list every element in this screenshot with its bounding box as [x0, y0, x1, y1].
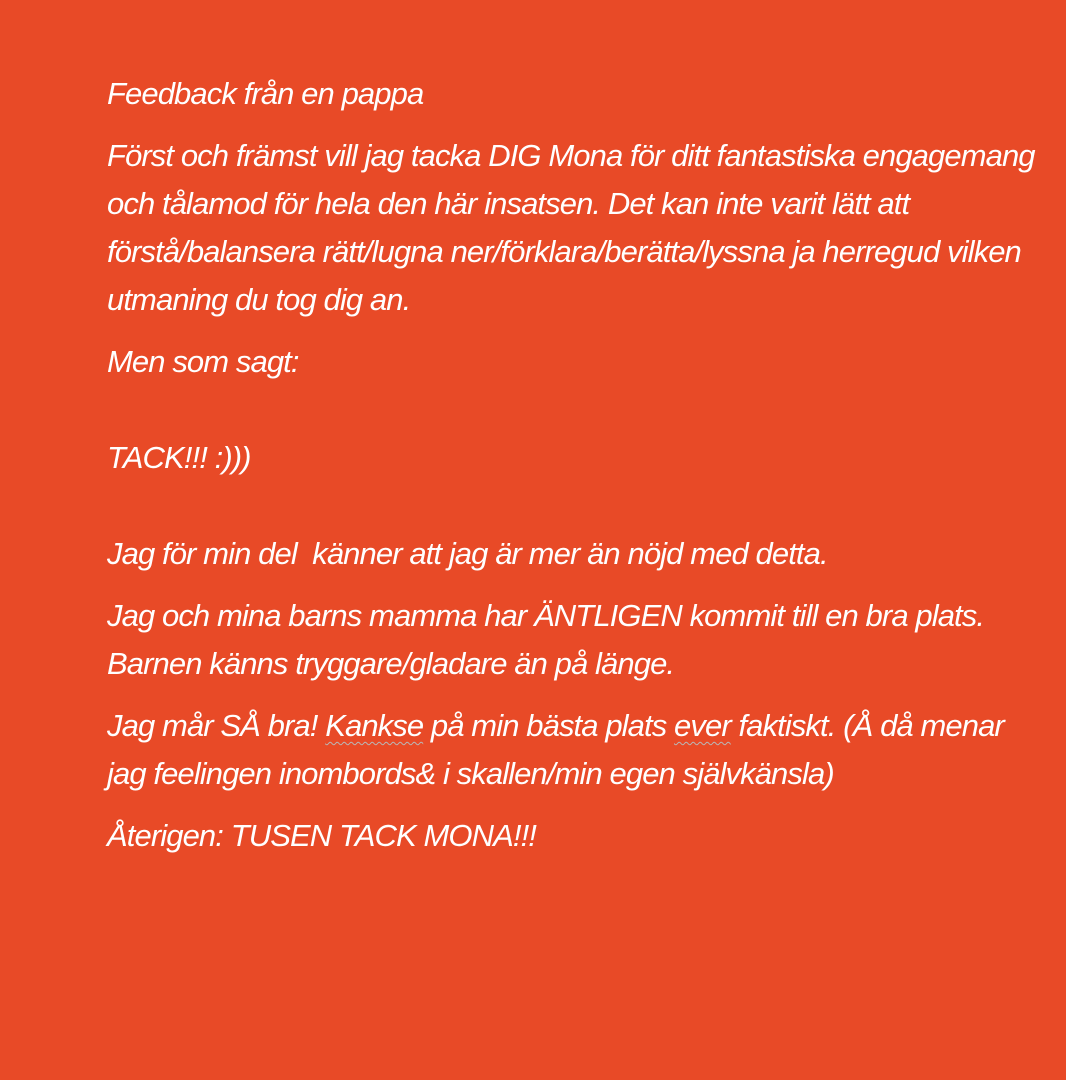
satisfaction-line: Jag för min del känner att jag är mer än nöjd med detta. [107, 536, 828, 571]
blank-line [107, 386, 1037, 434]
thanks-paragraph: Först och främst vill jag tacka DIG Mona för ditt fantastiska engagemang och tålamod för hela den här insatsen. Det kan inte varit lätt att förstå/balansera rätt/lugna ner/förklara/berätta/lyssna ja herregud vilken utmaning du tog dig an. [107, 138, 1035, 317]
wellbeing-paragraph [107, 702, 1037, 798]
blank-line [107, 482, 1037, 530]
flagged-word-ever: ever [674, 708, 731, 743]
feedback-title: Feedback från en pappa [107, 76, 424, 111]
wellbeing-text-1: Jag mår SÅ bra! [107, 708, 326, 743]
family-paragraph: Jag och mina barns mamma har ÄNTLIGEN kommit till en bra plats. Barnen känns tryggare/gladare än på länge. [107, 598, 985, 681]
wellbeing-text-3: faktiskt. (Å då menar jag feelingen inombords& i skallen/min egen självkänsla) [107, 708, 1004, 791]
tack-line: TACK!!! :))) [107, 440, 251, 475]
closing-line: Återigen: TUSEN TACK MONA!!! [107, 818, 536, 853]
but-as-said-line: Men som sagt: [107, 344, 299, 379]
feedback-text-block [107, 70, 1037, 874]
misspelled-word-kankse: Kankse [325, 708, 424, 743]
wellbeing-text-2: på min bästa plats [423, 708, 675, 743]
